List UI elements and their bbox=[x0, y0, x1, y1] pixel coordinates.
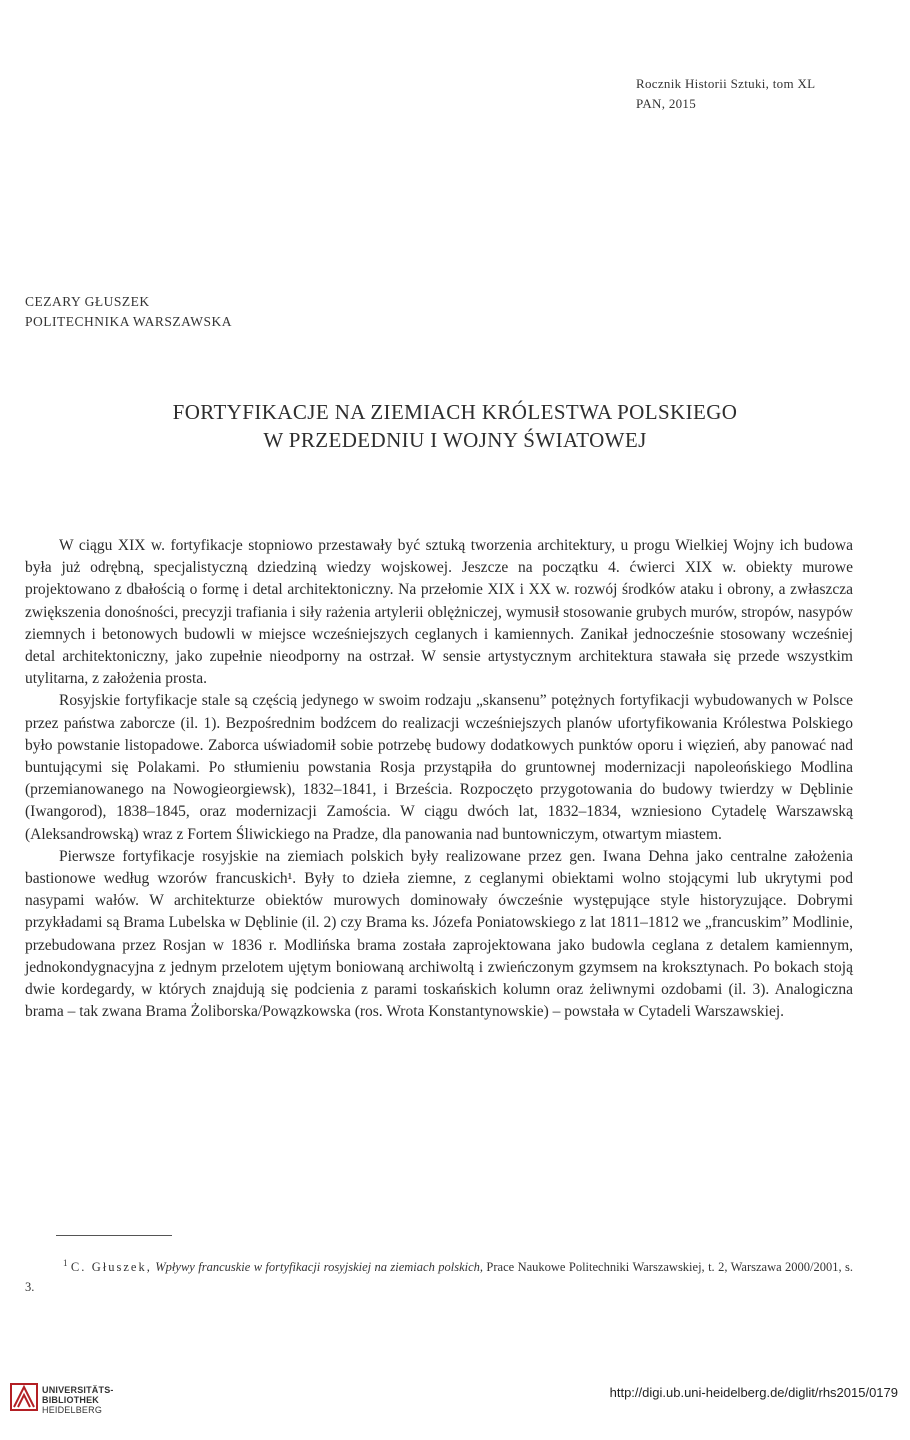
journal-name: Rocznik Historii Sztuki, tom XL bbox=[636, 76, 816, 91]
library-name bbox=[42, 1385, 114, 1415]
article-body bbox=[25, 535, 853, 1023]
author-name: CEZARY GŁUSZEK bbox=[25, 294, 150, 309]
footnote-number: 1 bbox=[63, 1258, 68, 1268]
library-name-line-2: BIBLIOTHEK bbox=[42, 1395, 99, 1405]
author-affiliation: POLITECHNIKA WARSZAWSKA bbox=[25, 314, 233, 329]
source-url-link[interactable]: http://digi.ub.uni-heidelberg.de/diglit/rhs2015/0179 bbox=[609, 1385, 898, 1400]
footnote-author: C. Głuszek, bbox=[70, 1260, 152, 1275]
library-name-line-3: HEIDELBERG bbox=[42, 1405, 103, 1415]
author-block bbox=[25, 292, 232, 332]
paragraph: Pierwsze fortyfikacje rosyjskie na ziemiach polskich były realizowane przez gen. Iwana Dehna jako centralne założenia bastionowe według wzorów francuskich¹. Były to dzieła ziemne, z ceglanymi obiektami wolno stojącymi lub ukrytymi pod nasypami wałów. W architekturze obiektów murowych dominowały ówcześnie występujące style historyzujące. Dobrymi przykładami są Brama Lubelska w Dęblinie (il. 2) czy Brama ks. Józefa Poniatowskiego z lat 1811–1812 we „francuskim” Modlinie, przebudowana przez Rosjan w 1836 r. Modlińska brama została zaprojektowana jako budowla ceglana z detalem kamiennym, jednokondygnacyjna z jednym przelotem ujętym boniowaną archiwoltą i zwieńczonym gzymsem na kroksztynach. Po bokach stoją dwie kordegardy, w których znajdują się podcienia z parami toskańskich kolumn oraz żeliwnymi ozdobami (il. 3). Analogiczna brama – tak zwana Brama Żoliborska/Powązkowska (ros. Wrota Konstantynowskie) – powstała w Cytadeli Warszawskiej. bbox=[25, 847, 853, 1021]
title-line-1: FORTYFIKACJE NA ZIEMIACH KRÓLESTWA POLSKIEGO bbox=[172, 400, 738, 424]
footnote bbox=[25, 1253, 853, 1297]
library-logo-icon bbox=[10, 1383, 38, 1411]
title-line-2: W PRZEDEDNIU I WOJNY ŚWIATOWEJ bbox=[263, 428, 647, 452]
paragraph: W ciągu XIX w. fortyfikacje stopniowo przestawały być sztuką tworzenia architektury, u progu Wielkiej Wojny ich budowa była już odrębną, specjalistyczną dziedziną wiedzy wojskowej. Jeszcze na początku 4. ćwierci XIX w. obiekty murowe projektowano z dbałością o formę i detal architektoniczny. Na przełomie XIX i XX w. rozwój środków ataku i obrony, a zwłaszcza zwiększenia donośności, precyzji trafiania i siły rażenia artylerii oblężniczej, wymusił stosowanie grubych murów, stropów, nasypów ziemnych i betonowych budowli w miejsce wcześniejszych ceglanych i kamiennych. Zanikał jednocześnie stosowany wcześniej detal architektoniczny, jako zupełnie nieodporny na ostrzał. W sensie artystycznym architektura stawała się przede wszystkim utylitarna, z założenia prosta. bbox=[25, 537, 853, 688]
journal-publisher: PAN, 2015 bbox=[636, 96, 697, 111]
article-title bbox=[0, 398, 910, 454]
library-name-line-1: UNIVERSITÄTS- bbox=[42, 1385, 114, 1395]
paragraph: Rosyjskie fortyfikacje stale są częścią jedynego w swoim rodzaju „skansenu” potężnych fortyfikacji wybudowanych w Polsce przez państwa zaborcze (il. 1). Bezpośrednim bodźcem do realizacji wcześniejszych planów ufortyfikowania Królestwa Polskiego było powstanie listopadowe. Zaborca uświadomił sobie potrzebę budowy dodatkowych punktów oporu i więzień, aby panować nad buntującymi się Polakami. Po stłumieniu powstania Rosja przystąpiła do gruntownej modernizacji napoleońskiego Modlina (przemianowanego na Nowogieorgiewsk), 1832–1841, i Brześcia. Rozpoczęto przygotowania do budowy twierdzy w Dęblinie (Iwangorod), 1838–1845, oraz modernizacji Zamościa. W ciągu dwóch lat, 1832–1834, wzniesiono Cytadelę Warszawską (Aleksandrowską) wraz z Fortem Śliwickiego na Pradze, dla panowania nad buntowniczym, otwartym miastem. bbox=[25, 692, 853, 843]
footnote-publication: Prace Naukowe Politechniki Warszawskiej, t. 2, Warszawa 2000/2001, s. 3. bbox=[25, 1260, 854, 1295]
footnote-work-title: Wpływy francuskie w fortyfikacji rosyjskiej na ziemiach polskich, bbox=[155, 1260, 484, 1275]
footnote-divider bbox=[56, 1235, 172, 1236]
journal-header bbox=[636, 74, 815, 114]
